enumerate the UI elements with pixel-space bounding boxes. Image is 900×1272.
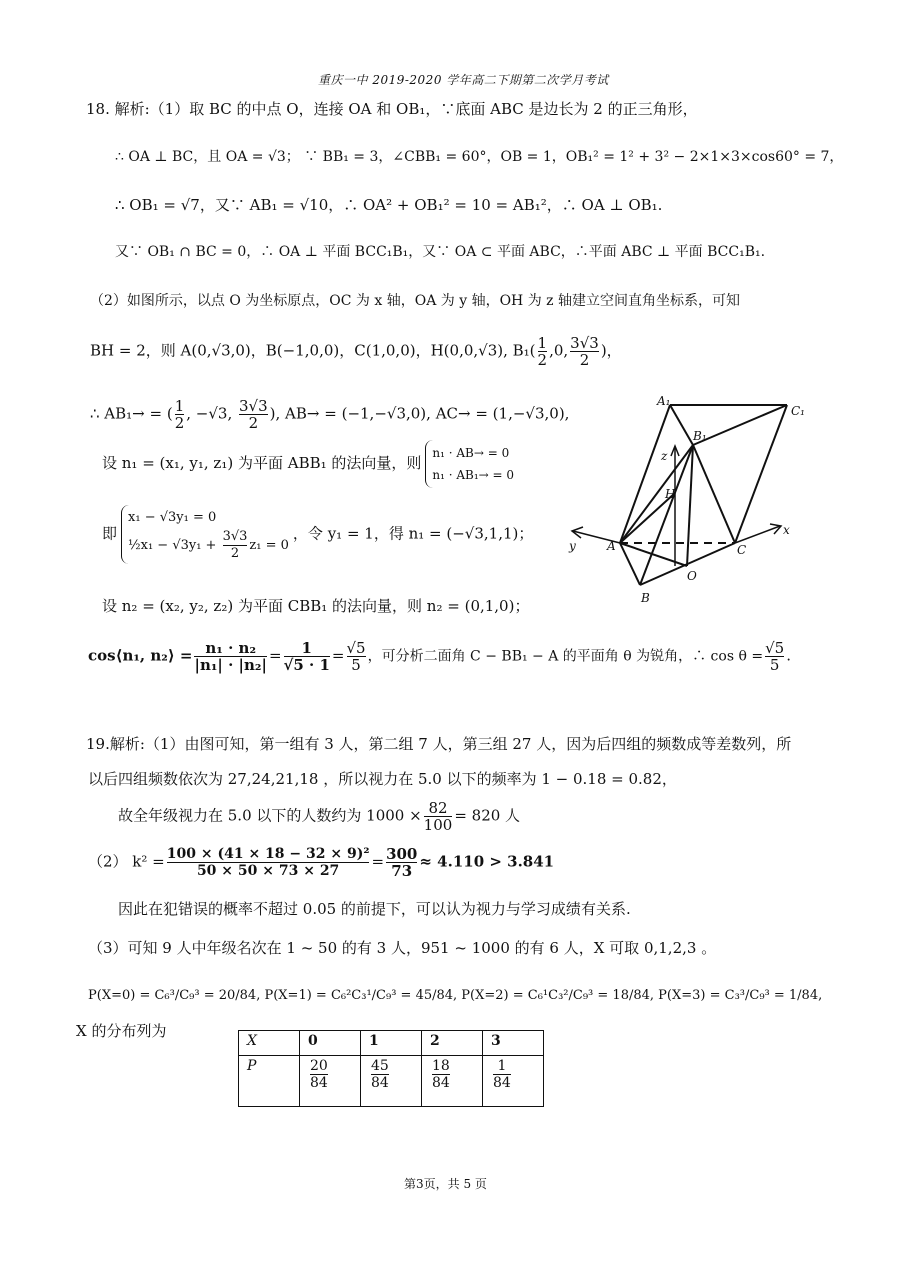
label-x: x: [783, 523, 790, 537]
table-cell: P: [239, 1056, 300, 1107]
x-axis: [735, 526, 780, 543]
edge-a-b1: [620, 445, 693, 543]
label-a: A: [607, 539, 616, 553]
q19-part2-chi-square: （2） k² = $\frac{\text{100 × (41 × 18 − 32 × 9)²}}{50 \times 50 \times 73 \times 27}$ = $\frac{300}{73}$ ≈ 4.110 > 3.841: [88, 845, 555, 880]
q19-part1-line2: 以后四组频数依次为 27,24,21,18 ，所以视力在 5.0 以下的频率为 1 − 0.18 = 0.82，: [88, 770, 677, 788]
q19-part3-line1: （3）可知 9 人中年级名次在 1 ~ 50 的有 3 人，951 ~ 1000 的有 6 人，X 可取 0,1,2,3 。: [88, 939, 717, 957]
q18-n2-line: 设 n₂ = (x₂, y₂, z₂) 为平面 CBB₁ 的法向量，则 n₂ = (0,1,0)；: [102, 597, 530, 615]
table-cell: $\frac{20}{84}$: [300, 1056, 361, 1107]
label-o: O: [687, 569, 697, 583]
table-header-cell: 3: [483, 1031, 544, 1056]
q19-part1-line3: 故全年级视力在 5.0 以下的人数约为 1000 × $\frac{82}{100}$ = 820 人: [118, 799, 521, 834]
label-c1: C₁: [791, 404, 805, 418]
b1-z-fraction: $\frac{3√3}{2}$: [570, 334, 599, 369]
table-row: [239, 1031, 544, 1056]
q18-part1-line2: ∴ OA ⊥ BC，且 OA = √3； ∵ BB₁ = 3，∠CBB₁ = 60°，OB = 1，OB₁² = 1² + 3² − 2×1×3×cos60° = 7，: [115, 149, 844, 165]
q18-vectors: ∴ AB₁→ = ( $\frac{1}{2}$ , −√3, $\frac{3√3}{2}$ ), AB→ = (−1,−√3,0), AC→ = (1,−√3,0),: [90, 397, 570, 432]
edge-b1-o: [687, 445, 693, 566]
edge-a1-b1: [670, 405, 693, 445]
page-header: 重庆一中 2019-2020 学年高二下期第二次学月考试: [318, 73, 609, 87]
edge-b1-c: [693, 445, 735, 543]
q18-part1-line4: 又∵ OB₁ ∩ BC = 0，∴ OA ⊥ 平面 BCC₁B₁，又∵ OA ⊂ 平面 ABC，∴平面 ABC ⊥ 平面 BCC₁B₁.: [115, 244, 766, 260]
label-y: y: [569, 539, 576, 553]
q19-part2-conclusion: 因此在犯错误的概率不超过 0.05 的前提下，可以认为视力与学习成绩有关系.: [118, 900, 631, 918]
table-header-cell: 0: [300, 1031, 361, 1056]
q19-part1-line1: 19.解析:（1）由图可知，第一组有 3 人，第二组 7 人，第三组 27 人，因为后四组的频数成等差数列，所: [86, 735, 792, 753]
table-cell: $\frac{18}{84}$: [422, 1056, 483, 1107]
label-a1: A₁: [657, 394, 671, 408]
label-c: C: [737, 543, 747, 557]
edge-c1-b1: [693, 405, 787, 445]
q18-n1-setup: 设 n₁ = (x₁, y₁, z₁) 为平面 ABB₁ 的法向量，则 n₁ · AB→ = 0 n₁ · AB₁→ = 0: [102, 440, 518, 488]
label-b1: B₁: [693, 429, 707, 443]
q18-part2-line1: （2）如图所示，以点 O 为坐标原点，OC 为 x 轴，OA 为 y 轴，OH 为 z 轴建立空间直角坐标系，可知: [90, 293, 740, 309]
label-b: B: [641, 591, 650, 605]
table-cell: $\frac{45}{84}$: [361, 1056, 422, 1107]
page-footer: 第3页，共 5 页: [404, 1177, 487, 1191]
prism-figure: [565, 388, 825, 618]
edge-a1-a: [620, 405, 670, 543]
edge-c1-c: [735, 405, 787, 543]
n1-condition-system: n₁ · AB→ = 0 n₁ · AB₁→ = 0: [425, 440, 514, 488]
q18-part2-coords: BH = 2，则 A(0,√3,0)，B(−1,0,0)，C(1,0,0)，H(0,0,√3), B₁( $\frac{1}{2}$ ,0, $\frac{3√3}{2}$ )，: [90, 334, 622, 369]
table-cell: $\frac{1}{84}$: [483, 1056, 544, 1107]
table-header-cell: X: [239, 1031, 300, 1056]
b1-x-fraction: $\frac{1}{2}$: [537, 334, 548, 369]
q18-equation-system: 即 x₁ − √3y₁ = 0 ½x₁ − √3y₁ + $\frac{3√3}{2}$ z₁ = 0 ，令 y₁ = 1，得 n₁ = (−√3,1,1)；: [102, 505, 533, 564]
q19-distribution-label: X 的分布列为: [76, 1022, 167, 1040]
distribution-table: [238, 1030, 544, 1107]
table-header-cell: 1: [361, 1031, 422, 1056]
q18-part1-line1: 18. 解析:（1）取 BC 的中点 O，连接 OA 和 OB₁，∵底面 ABC 是边长为 2 的正三角形，: [86, 100, 698, 118]
q18-cosine: cos⟨n₁, n₂⟩ = $\frac{\text{n₁ · n₂}}{\text{|n₁| · |n₂|}}$ = $\frac{1}{√5 \cdot 1}$ = $\frac{√5}{5}$ ，可分析二面角 C − BB₁ − A 的平面角 θ 为锐角，∴ cos θ = $\frac{√5}{5}$ .: [88, 639, 791, 674]
coords-text: BH = 2，则 A(0,√3,0)，B(−1,0,0)，C(1,0,0)，H(0,0,√3), B₁(: [90, 341, 536, 360]
q19-part3-probabilities: P(X=0) = C₆³/C₉³ = 20/84, P(X=1) = C₆²C₃¹/C₉³ = 45/84, P(X=2) = C₆¹C₃²/C₉³ = 18/84, P(X=3) = C₃³/C₉³ = 1/84,: [88, 988, 823, 1003]
table-row: [239, 1056, 544, 1107]
table-header-cell: 2: [422, 1031, 483, 1056]
q18-part1-line3: ∴ OB₁ = √7，又∵ AB₁ = √10，∴ OA² + OB₁² = 10 = AB₁²，∴ OA ⊥ OB₁.: [115, 196, 663, 214]
label-h: H: [665, 487, 676, 501]
label-z: z: [661, 449, 668, 463]
